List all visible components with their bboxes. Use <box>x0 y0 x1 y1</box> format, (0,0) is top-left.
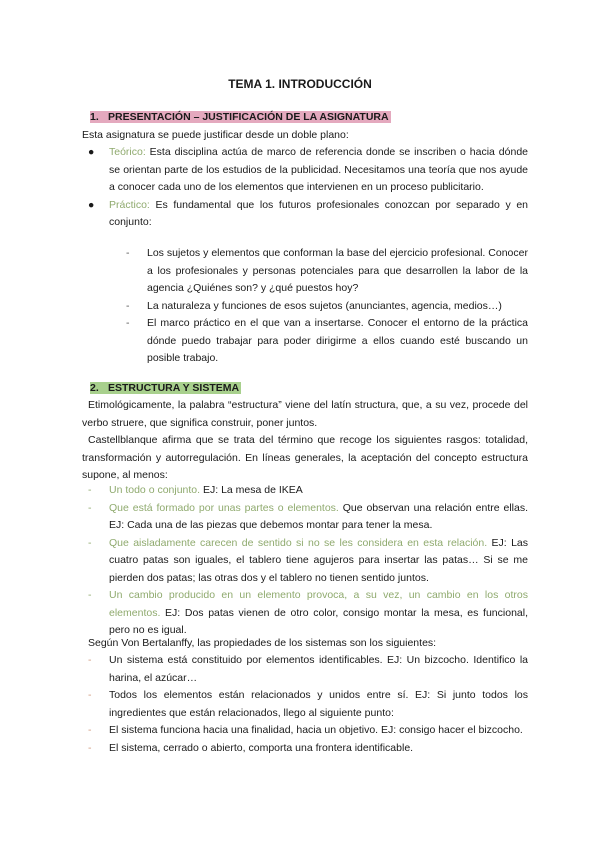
list-item: - Un sistema está constituido por elementos identificables. EJ: Un bizcocho. Identifico la harina, el azúcar… <box>88 654 528 684</box>
practico-label: Práctico: <box>109 198 150 211</box>
dash-icon: - <box>126 247 130 259</box>
list-item: - Todos los elementos están relacionados y unidos entre sí. EJ: Si junto todos los ingredientes que están relacionados, llego al siguiente punto: <box>88 689 528 719</box>
rasgos-list <box>88 482 528 640</box>
practico-sub-list <box>126 245 528 368</box>
page-title: TEMA 1. INTRODUCCIÓN <box>228 77 372 91</box>
list-item: - Los sujetos y elementos que conforman la base del ejercicio profesional. Conocer a los profesionales y personas potenciales para que desarrollen la labor de la agencia ¿Quiénes son? y ¿qué puestos hoy? <box>126 247 528 294</box>
list-item: - Un cambio producido en un elemento provoca, a su vez, un cambio en los otros elementos. EJ: Dos patas vienen de otro color, consigo montar la mesa, es funcional, pero no es igual. <box>88 589 528 636</box>
section1-heading <box>90 109 391 125</box>
dash-icon: - <box>88 536 92 549</box>
list-item: - La naturaleza y funciones de esos sujetos (anunciantes, agencia, medios…) <box>126 298 528 316</box>
bullet-practico <box>88 197 528 232</box>
dash-icon: - <box>88 724 92 736</box>
bullet-teorico <box>88 144 528 197</box>
list-item: - El marco práctico en el que van a insertarse. Conocer el entorno de la práctica dónde puedo trabajar para poder dirigirme a ellos cuando esté buscando un posible trabajo. <box>126 317 528 364</box>
section2-paragraphs <box>82 397 528 485</box>
section2-heading-text: ESTRUCTURA Y SISTEMA <box>108 382 240 394</box>
dash-icon: - <box>88 689 92 701</box>
paragraph-bertalanffy: Según Von Bertalanffy, las propiedades de los sistemas son los siguientes: <box>88 637 437 649</box>
section1-intro: Esta asignatura se puede justificar desde un doble plano: <box>82 129 349 141</box>
list-item: - El sistema, cerrado o abierto, comporta una frontera identificable. <box>88 740 528 758</box>
dash-icon: - <box>126 317 130 329</box>
dash-icon: - <box>88 484 92 496</box>
bullet-dot-icon: ● <box>88 198 95 211</box>
section1-heading-text: PRESENTACIÓN – JUSTIFICACIÓN DE LA ASIGNATURA <box>108 111 389 123</box>
list-item: - Un todo o conjunto. EJ: La mesa de IKEA <box>88 482 528 500</box>
teorico-label: Teórico: <box>109 146 146 158</box>
dash-icon: - <box>88 589 92 601</box>
dash-icon: - <box>88 741 92 754</box>
dash-icon: - <box>88 654 92 666</box>
dash-icon: - <box>126 299 130 312</box>
section2-number: 2. <box>90 382 99 394</box>
list-item: - El sistema funciona hacia una finalidad, hacia un objetivo. EJ: consigo hacer el bizcocho. <box>88 722 528 740</box>
section2-heading <box>90 380 241 396</box>
propiedades-list <box>88 652 528 757</box>
list-item: - Que está formado por unas partes o elementos. Que observan una relación entre ellas. EJ: Cada una de las piezas que debemos montar para tener la mesa. <box>88 501 528 531</box>
bullet-dot-icon: ● <box>88 146 95 158</box>
list-item: - Que aisladamente carecen de sentido si no se les considera en esta relación. EJ: Las cuatro patas son iguales, el tablero tiene agujeros para insertar las patas… Si se me pierden dos patas; las otras dos y el tablero no tienen sentido juntos. <box>88 536 528 584</box>
section1-number: 1. <box>90 111 99 123</box>
teorico-text: Esta disciplina actúa de marco de referencia donde se inscriben o hacia dónde se orientan parte de los estudios de la publicidad. Necesitamos una teoría que nos ayude a conocer cada uno de los elementos que intervienen en un proceso publicitario. <box>109 146 528 193</box>
paragraph-etimologia: Etimológicamente, la palabra “estructura” viene del latín structura, que, a su vez, procede del verbo struere, que significa construir, poner juntos. <box>82 399 528 429</box>
dash-icon: - <box>88 501 92 514</box>
paragraph-castellblanque: Castellblanque afirma que se trata del término que recoge los siguientes rasgos: totalidad, transformación y autorregulación. En líneas generales, la aceptación del concepto estructura supone, al menos: <box>82 434 528 481</box>
section1-bullets <box>88 144 528 232</box>
practico-text: Es fundamental que los futuros profesionales conozcan por separado y en conjunto: <box>109 198 528 228</box>
